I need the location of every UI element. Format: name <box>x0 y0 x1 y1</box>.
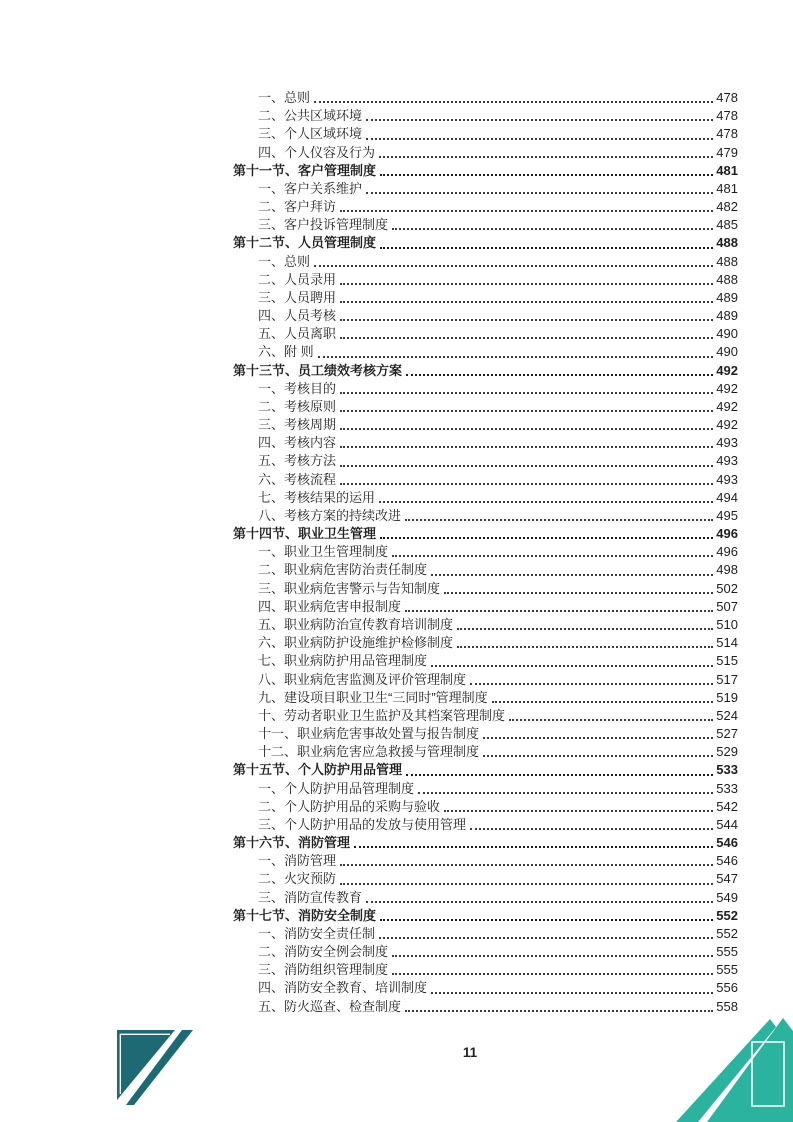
toc-dot-leader <box>340 483 713 485</box>
toc-dot-leader <box>314 265 713 267</box>
toc-entry-page: 488 <box>716 253 738 269</box>
toc-entry-page: 493 <box>716 435 738 451</box>
toc-entry-page: 493 <box>716 453 738 469</box>
toc-entry-page: 493 <box>716 471 738 487</box>
toc-entry[interactable] <box>233 761 738 779</box>
toc-entry-label: 二、消防安全例会制度 <box>258 944 389 960</box>
toc-dot-leader <box>379 156 713 158</box>
toc-entry-page: 496 <box>716 544 738 560</box>
toc-dot-leader <box>340 883 713 885</box>
toc-entry-page: 494 <box>716 489 738 505</box>
toc-dot-leader <box>405 519 713 521</box>
toc-entry-label: 第十三节、员工绩效考核方案 <box>233 362 403 378</box>
toc-dot-leader <box>392 228 713 230</box>
bottom-right-triangle-decoration <box>673 1017 793 1122</box>
toc-entry-label: 七、职业病防护用品管理制度 <box>258 653 428 669</box>
toc-entry[interactable] <box>233 452 738 470</box>
toc-entry-page: 552 <box>716 907 738 923</box>
toc-entry-page: 544 <box>716 816 738 832</box>
toc-dot-leader <box>509 719 713 721</box>
toc-entry[interactable] <box>233 144 738 162</box>
toc-dot-leader <box>405 1010 713 1012</box>
toc-dot-leader <box>380 174 713 176</box>
toc-entry-page: 496 <box>716 526 738 542</box>
toc-entry-label: 一、考核目的 <box>258 380 337 396</box>
toc-entry[interactable] <box>233 780 738 798</box>
toc-entry-label: 一、总则 <box>258 253 311 269</box>
toc-entry-page: 527 <box>716 726 738 742</box>
toc-entry-label: 三、个人区域环境 <box>258 126 363 142</box>
toc-entry-page: 489 <box>716 289 738 305</box>
toc-entry[interactable] <box>233 979 738 997</box>
toc-dot-leader <box>406 774 713 776</box>
toc-entry-page: 546 <box>716 853 738 869</box>
toc-entry-page: 555 <box>716 962 738 978</box>
toc-entry-label: 七、考核结果的运用 <box>258 489 376 505</box>
toc-dot-leader <box>392 955 713 957</box>
toc-dot-leader <box>340 210 713 212</box>
toc-dot-leader <box>392 555 713 557</box>
toc-entry[interactable] <box>233 580 738 598</box>
toc-entry-page: 556 <box>716 980 738 996</box>
toc-entry[interactable] <box>233 162 738 180</box>
toc-entry-page: 488 <box>716 271 738 287</box>
toc-entry-label: 三、职业病危害警示与告知制度 <box>258 580 441 596</box>
toc-entry[interactable] <box>233 307 738 325</box>
toc-entry-page: 555 <box>716 944 738 960</box>
toc-entry-page: 492 <box>716 417 738 433</box>
toc-entry-label: 六、考核流程 <box>258 471 337 487</box>
toc-entry[interactable] <box>233 507 738 525</box>
toc-entry[interactable] <box>233 253 738 271</box>
toc-dot-leader <box>380 919 713 921</box>
toc-entry-label: 五、考核方法 <box>258 453 337 469</box>
toc-dot-leader <box>318 356 714 358</box>
toc-entry-page: 490 <box>716 326 738 342</box>
toc-entry-page: 495 <box>716 507 738 523</box>
toc-entry[interactable] <box>233 743 738 761</box>
toc-entry-label: 一、总则 <box>258 90 311 105</box>
toc-entry-label: 二、客户拜访 <box>258 199 337 215</box>
toc-entry[interactable] <box>233 925 738 943</box>
toc-entry-label: 第十六节、消防管理 <box>233 835 351 851</box>
toc-entry[interactable] <box>233 543 738 561</box>
toc-dot-leader <box>431 992 713 994</box>
toc-entry-page: 524 <box>716 707 738 723</box>
toc-entry-label: 三、消防宣传教育 <box>258 889 363 905</box>
toc-entry-page: 488 <box>716 235 738 251</box>
toc-entry-page: 529 <box>716 744 738 760</box>
toc-dot-leader <box>340 301 713 303</box>
toc-entry[interactable] <box>233 616 738 634</box>
toc-entry-page: 519 <box>716 689 738 705</box>
toc-entry-label: 四、人员考核 <box>258 308 337 324</box>
toc-entry[interactable] <box>233 998 738 1016</box>
toc-entry[interactable] <box>233 489 738 507</box>
bottom-left-triangle-decoration <box>116 1030 198 1108</box>
toc-entry[interactable] <box>233 471 738 489</box>
toc-entry-label: 一、消防安全责任制 <box>258 925 376 941</box>
toc-entry[interactable] <box>233 216 738 234</box>
toc-entry[interactable] <box>233 889 738 907</box>
toc-dot-leader <box>431 574 713 576</box>
toc-entry-page: 514 <box>716 635 738 651</box>
toc-dot-leader <box>470 683 713 685</box>
toc-dot-leader <box>366 138 713 140</box>
toc-entry-page: 478 <box>716 126 738 142</box>
toc-entry-label: 三、客户投诉管理制度 <box>258 217 389 233</box>
toc-entry[interactable] <box>233 89 738 107</box>
toc-entry-label: 二、考核原则 <box>258 398 337 414</box>
toc-entry-label: 八、考核方案的持续改进 <box>258 507 402 523</box>
toc-entry-page: 481 <box>716 180 738 196</box>
toc-dot-leader <box>379 937 713 939</box>
toc-entry[interactable] <box>233 798 738 816</box>
toc-entry-label: 五、人员离职 <box>258 326 337 342</box>
toc-entry-page: 533 <box>716 780 738 796</box>
toc-entry-label: 二、公共区域环境 <box>258 108 363 124</box>
toc-dot-leader <box>340 410 713 412</box>
toc-entry-page: 515 <box>716 653 738 669</box>
toc-entry[interactable] <box>233 834 738 852</box>
toc-entry-page: 533 <box>716 762 738 778</box>
toc-entry[interactable] <box>233 325 738 343</box>
toc-dot-leader <box>392 973 713 975</box>
toc-entry-label: 第十七节、消防安全制度 <box>233 907 377 923</box>
toc-entry-label: 四、考核内容 <box>258 435 337 451</box>
toc-entry-label: 三、考核周期 <box>258 417 337 433</box>
toc-dot-leader <box>366 901 713 903</box>
toc-entry[interactable] <box>233 380 738 398</box>
toc-entry-label: 四、个人仪容及行为 <box>258 144 376 160</box>
toc-entry-page: 478 <box>716 90 738 105</box>
toc-dot-leader <box>366 192 713 194</box>
toc-dot-leader <box>366 119 713 121</box>
toc-entry[interactable] <box>233 271 738 289</box>
toc-entry-page: 489 <box>716 308 738 324</box>
toc-dot-leader <box>492 701 714 703</box>
toc-dot-leader <box>483 737 713 739</box>
toc-entry[interactable] <box>233 852 738 870</box>
toc-entry[interactable] <box>233 561 738 579</box>
toc-entry-label: 六、附 则 <box>258 344 314 360</box>
toc-entry-page: 490 <box>716 344 738 360</box>
toc-entry-page: 547 <box>716 871 738 887</box>
toc-entry-label: 二、个人防护用品的采购与验收 <box>258 798 441 814</box>
toc-entry[interactable] <box>233 907 738 925</box>
toc-dot-leader <box>418 792 713 794</box>
toc-entry-label: 一、消防管理 <box>258 853 337 869</box>
toc-entry-page: 482 <box>716 199 738 215</box>
toc-entry-label: 第十四节、职业卫生管理 <box>233 526 377 542</box>
toc-entry[interactable] <box>233 398 738 416</box>
toc-entry[interactable] <box>233 198 738 216</box>
toc-entry[interactable] <box>233 362 738 380</box>
toc-entry[interactable] <box>233 125 738 143</box>
toc-list <box>233 89 738 1016</box>
toc-entry-page: 498 <box>716 562 738 578</box>
toc-entry-page: 517 <box>716 671 738 687</box>
toc-dot-leader <box>340 864 713 866</box>
toc-entry-page: 502 <box>716 580 738 596</box>
toc-entry[interactable] <box>233 234 738 252</box>
toc-dot-leader <box>457 628 713 630</box>
toc-entry[interactable] <box>233 689 738 707</box>
toc-entry-label: 四、职业病危害申报制度 <box>258 598 402 614</box>
toc-dot-leader <box>340 337 713 339</box>
toc-entry-label: 五、防火巡查、检查制度 <box>258 998 402 1014</box>
toc-entry[interactable] <box>233 652 738 670</box>
toc-entry-page: 549 <box>716 889 738 905</box>
toc-entry[interactable] <box>233 416 738 434</box>
toc-entry-label: 二、职业病危害防治责任制度 <box>258 562 428 578</box>
toc-dot-leader <box>314 101 713 103</box>
toc-dot-leader <box>380 537 713 539</box>
toc-entry-label: 一、个人防护用品管理制度 <box>258 780 415 796</box>
toc-entry-label: 三、人员聘用 <box>258 289 337 305</box>
toc-entry-label: 十、劳动者职业卫生监护及其档案管理制度 <box>258 707 506 723</box>
toc-entry-label: 六、职业病防护设施维护检修制度 <box>258 635 454 651</box>
toc-entry-page: 492 <box>716 380 738 396</box>
toc-entry-label: 二、火灾预防 <box>258 871 337 887</box>
toc-entry[interactable] <box>233 943 738 961</box>
toc-entry[interactable] <box>233 870 738 888</box>
toc-entry-page: 492 <box>716 398 738 414</box>
toc-entry-label: 三、消防组织管理制度 <box>258 962 389 978</box>
toc-entry-page: 507 <box>716 598 738 614</box>
toc-entry[interactable] <box>233 598 738 616</box>
toc-dot-leader <box>340 465 713 467</box>
toc-dot-leader <box>444 592 713 594</box>
toc-entry-page: 492 <box>716 362 738 378</box>
toc-entry[interactable] <box>233 707 738 725</box>
toc-entry-label: 九、建设项目职业卫生“三同时”管理制度 <box>258 689 488 705</box>
toc-entry-label: 三、个人防护用品的发放与使用管理 <box>258 816 467 832</box>
toc-dot-leader <box>444 810 713 812</box>
toc-entry-page: 481 <box>716 162 738 178</box>
toc-entry[interactable] <box>233 107 738 125</box>
toc-entry[interactable] <box>233 434 738 452</box>
toc-entry-page: 479 <box>716 144 738 160</box>
toc-entry-label: 五、职业病防治宣传教育培训制度 <box>258 616 454 632</box>
toc-entry-page: 478 <box>716 108 738 124</box>
toc-entry-label: 十一、职业病危害事故处置与报告制度 <box>258 726 480 742</box>
toc-entry-page: 542 <box>716 798 738 814</box>
toc-entry-label: 十二、职业病危害应急救援与管理制度 <box>258 744 480 760</box>
toc-entry-page: 558 <box>716 998 738 1014</box>
toc-entry-page: 552 <box>716 925 738 941</box>
toc-entry-page: 510 <box>716 616 738 632</box>
toc-entry[interactable] <box>233 180 738 198</box>
toc-entry[interactable] <box>233 343 738 361</box>
toc-dot-leader <box>457 646 713 648</box>
toc-entry-label: 第十一节、客户管理制度 <box>233 162 377 178</box>
toc-entry[interactable] <box>233 634 738 652</box>
toc-entry-label: 八、职业病危害监测及评价管理制度 <box>258 671 467 687</box>
toc-entry-page: 485 <box>716 217 738 233</box>
toc-entry[interactable] <box>233 816 738 834</box>
toc-entry-label: 一、职业卫生管理制度 <box>258 544 389 560</box>
toc-dot-leader <box>431 665 713 667</box>
toc-entry[interactable] <box>233 961 738 979</box>
toc-dot-leader <box>340 319 713 321</box>
toc-dot-leader <box>406 374 713 376</box>
toc-entry-label: 第十五节、个人防护用品管理 <box>233 762 403 778</box>
page-number-footer: 11 <box>462 1045 478 1060</box>
toc-dot-leader <box>340 446 713 448</box>
toc-entry-page: 546 <box>716 835 738 851</box>
toc-dot-leader <box>405 610 713 612</box>
toc-dot-leader <box>380 247 713 249</box>
toc-dot-leader <box>340 283 713 285</box>
toc-entry[interactable] <box>233 725 738 743</box>
toc-dot-leader <box>354 846 713 848</box>
toc-entry-label: 四、消防安全教育、培训制度 <box>258 980 428 996</box>
toc-entry[interactable] <box>233 289 738 307</box>
toc-dot-leader <box>340 428 713 430</box>
toc-dot-leader <box>470 828 713 830</box>
toc-dot-leader <box>483 755 713 757</box>
toc-entry[interactable] <box>233 671 738 689</box>
toc-entry-label: 二、人员录用 <box>258 271 337 287</box>
toc-dot-leader <box>340 392 713 394</box>
toc-entry[interactable] <box>233 525 738 543</box>
toc-entry-label: 一、客户关系维护 <box>258 180 363 196</box>
toc-dot-leader <box>379 501 713 503</box>
toc-entry-label: 第十二节、人员管理制度 <box>233 235 377 251</box>
